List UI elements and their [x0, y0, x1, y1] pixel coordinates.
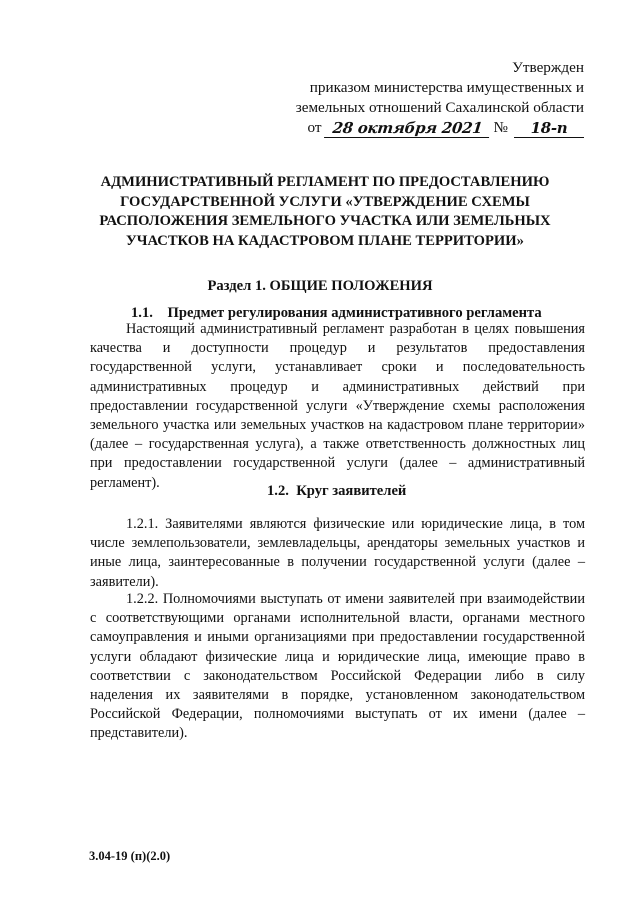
section-heading: Раздел 1. ОБЩИЕ ПОЛОЖЕНИЯ: [207, 278, 433, 294]
number-prefix: №: [493, 119, 508, 136]
handwritten-number: 18-п: [514, 119, 584, 138]
approval-line-1: Утвержден: [512, 59, 584, 76]
date-prefix: от: [307, 119, 322, 136]
approval-stamp: [264, 58, 584, 138]
handwritten-date: 28 октября 2021: [324, 119, 491, 138]
document-title: АДМИНИСТРАТИВНЫЙ РЕГЛАМЕНТ ПО ПРЕДОСТАВЛЕНИЮ ГОСУДАРСТВЕННОЙ УСЛУГИ «УТВЕРЖДЕНИЕ СХЕМЫ РАСПОЛОЖЕНИЯ ЗЕМЕЛЬНОГО УЧАСТКА ИЛИ ЗЕМЕЛЬНЫХ УЧАСТКОВ НА КАДАСТРОВОМ ПЛАНЕ ТЕРРИТОРИИ»: [99, 174, 551, 249]
paragraph-1-2-2: 1.2.2. Полномочиями выступать от имени заявителей при взаимодействии с соответствующими органами исполнительной власти, органами местного самоуправления и иными организациями при предоставлении государственной услуги обладают физические лица и юридические лица, имеющие право в соответствии с законодательством Российской Федерации либо в силу наделения их заявителями в порядке, установленном законодательством Российской Федерации, полномочиями выступать от их имени (далее – представители).: [90, 591, 585, 742]
document-code: 3.04-19 (п)(2.0): [89, 849, 171, 863]
paragraph-1-2-1: 1.2.1. Заявителями являются физические или юридические лица, в том числе землепользователи, землевладельцы, арендаторы земельных участков и иные лица, заинтересованные в получении государственной услуги (далее – заявители).: [90, 516, 585, 590]
approval-line-3: земельных отношений Сахалинской области: [295, 99, 584, 116]
approval-date-row: [264, 118, 584, 138]
subsection-heading-1-2: 1.2. Круг заявителей: [267, 483, 407, 499]
paragraph-1-1: Настоящий административный регламент разработан в целях повышения качества и доступности процедур и результатов предоставления государственной услуги, устанавливает сроки и последовательность административных процедур и административных действий при предоставлении государственной услуги «Утверждение схемы расположения земельного участка или земельных участков на кадастровом плане территории» (далее – государственная услуга), а также ответственность должностных лиц при предоставлении государственной услуги (далее – административный регламент).: [90, 321, 585, 491]
subsection-heading-1-1: 1.1. Предмет регулирования административного регламента: [131, 305, 542, 321]
approval-line-2: приказом министерства имущественных и: [309, 79, 584, 96]
